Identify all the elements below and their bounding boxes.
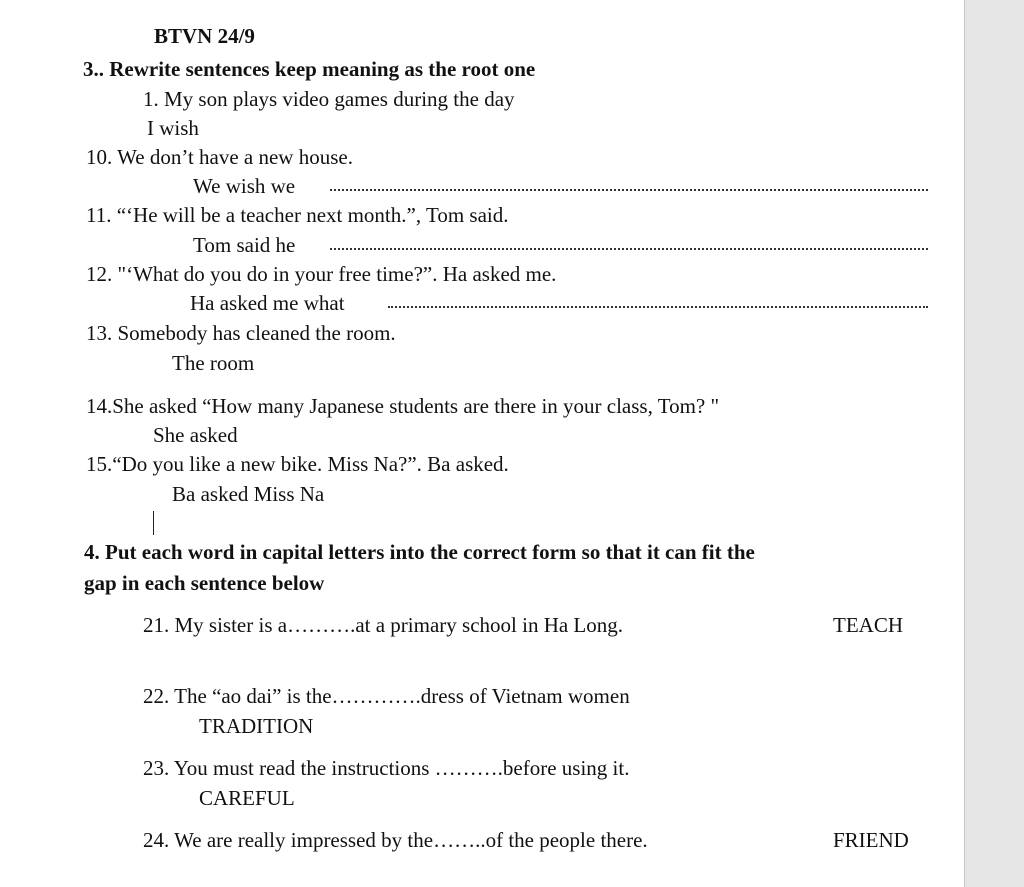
question-22: 22. The “ao dai” is the………….dress of Vietnam women [143, 684, 630, 708]
question-14: 14.She asked “How many Japanese students are there in your class, Tom? " [86, 394, 720, 418]
word-form-23: CAREFUL [199, 786, 295, 810]
question-10: 10. We don’t have a new house. [86, 145, 353, 169]
answer-prompt-10: We wish we [193, 174, 296, 198]
question-1: 1. My son plays video games during the day [143, 87, 515, 111]
answer-prompt-15: Ba asked Miss Na [172, 482, 325, 506]
section-4-heading-line-2: gap in each sentence below [84, 571, 325, 595]
question-23: 23. You must read the instructions ……….before using it. [143, 756, 630, 780]
text-cursor [153, 511, 154, 535]
answer-blank-12 [388, 306, 928, 308]
answer-blank-11 [330, 248, 928, 250]
question-11: 11. “‘He will be a teacher next month.”, Tom said. [86, 203, 509, 227]
answer-prompt-14: She asked [153, 423, 238, 447]
word-form-22: TRADITION [199, 714, 314, 738]
answer-prompt-1: I wish [147, 116, 199, 140]
answer-prompt-13: The room [172, 351, 255, 375]
section-3-heading: 3.. Rewrite sentences keep meaning as the root one [83, 57, 536, 81]
question-13: 13. Somebody has cleaned the room. [86, 321, 396, 345]
question-12: 12. "‘What do you do in your free time?”. Ha asked me. [86, 262, 557, 286]
word-form-21: TEACH [833, 613, 903, 637]
answer-blank-10 [330, 189, 928, 191]
question-21: 21. My sister is a……….at a primary school in Ha Long. [143, 613, 624, 637]
answer-prompt-11: Tom said he [193, 233, 296, 257]
answer-prompt-12: Ha asked me what [190, 291, 345, 315]
section-4-heading-line-1: 4. Put each word in capital letters into the correct form so that it can fit the [84, 540, 755, 564]
word-form-24: FRIEND [833, 828, 909, 852]
question-24: 24. We are really impressed by the……..of the people there. [143, 828, 648, 852]
question-15: 15.“Do you like a new bike. Miss Na?”. Ba asked. [86, 452, 509, 476]
document-title: BTVN 24/9 [154, 24, 255, 48]
